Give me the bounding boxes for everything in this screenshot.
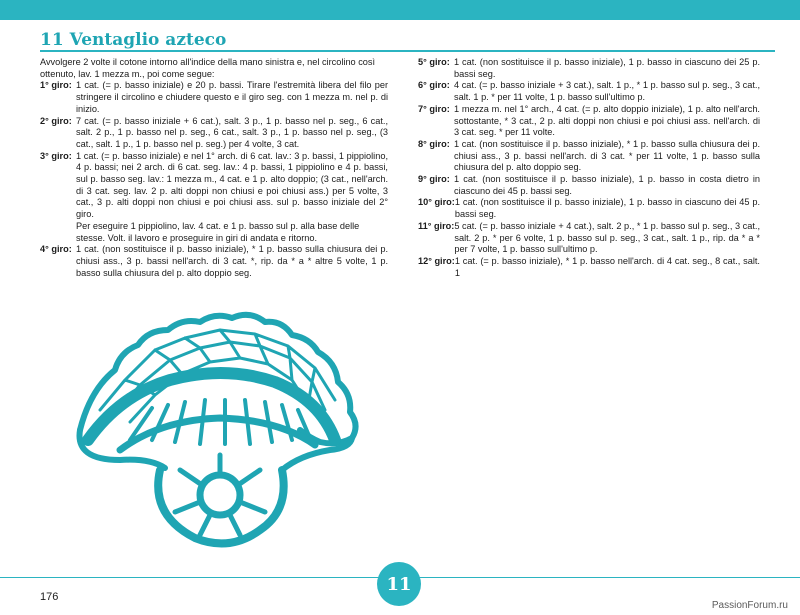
page-title: 11 Ventaglio azteco <box>40 30 227 50</box>
step-label: 7° giro: <box>418 103 450 114</box>
step-text: 1 cat. (non sostituisce il p. basso iniziale), * 1 p. basso sulla chiusura dei p. chiusi ass., 3 p. bassi nell'arch. di 3 cat. * per 11 volte, 1 p. basso sulla chiusura del p. alto doppio seg. <box>454 138 760 173</box>
step-label: 4° giro: <box>40 244 72 255</box>
step-text: 1 cat. (non sostituisce il p. basso iniziale), 1 p. basso in costa dietro in ciascuno dei 45 p. bassi seg. <box>454 174 760 196</box>
step-label: 11° giro: <box>418 220 455 231</box>
step-label: 1° giro: <box>40 80 72 91</box>
step-text: 1 cat. (non sostituisce il p. basso iniziale), 1 p. basso in ciascuno dei 25 p. bassi seg. <box>454 57 760 79</box>
intro-paragraph: Avvolgere 2 volte il cotone intorno all'indice della mano sinistra e, nel circolino così ottenuto, lav. 1 mezza m., poi come segue: <box>40 57 376 79</box>
instruction-step <box>418 80 760 103</box>
fan-lower-lobe <box>158 470 284 543</box>
fan-inner-spokes <box>130 400 310 444</box>
step-label: 3° giro: <box>40 150 72 161</box>
step-text: 7 cat. (= p. basso iniziale + 6 cat.), salt. 3 p., 1 p. basso nel p. seg., 6 cat., salt. 2 p., 1 p. basso nel p. seg., 6 cat., salt. 3 p., 1 p. basso nel p. seg., (3 cat., salt. 1 p., 1 p. basso nel p. seg.) per 4 volte, 3 cat. <box>76 115 388 149</box>
step-text: 1 cat. (non sostituisce il p. basso iniziale), 1 p. basso in ciascuno dei 45 p. bassi seg. <box>454 197 760 220</box>
instruction-step <box>418 174 760 197</box>
step-label: 5° giro: <box>418 57 450 67</box>
instruction-step <box>418 221 760 256</box>
instruction-step <box>40 116 388 151</box>
instruction-step <box>40 244 388 279</box>
chapter-number-badge: 11 <box>377 562 421 606</box>
step-text: 1 cat. (= p. basso iniziale) e nel 1° arch. di 6 cat. lav.: 3 p. bassi, 1 pippiolino, 4 p. bassi; nei 2 arch. di 6 cat. seg. lav.: 4 p. bassi, 1 pippiolino e 4 p. bassi, sul p. basso seg. lav.: 1 mezza m., 4 cat. e 1 p. alto doppio; (3 cat., nell'arch. di 3 cat. seg. lav. 2 p. alti doppi non chiusi e poi chiusi ass.) per 5 volte, 3 cat., 3 p. alti doppi non chiusi e poi chiusi ass. sul p. basso iniziale del 2° giro. <box>76 150 388 220</box>
instructions-right-column <box>418 57 760 279</box>
page-number: 176 <box>40 591 59 603</box>
step-label: 6° giro: <box>418 80 450 91</box>
instruction-step <box>40 151 388 221</box>
step-text: 4 cat. (= p. basso iniziale + 3 cat.), salt. 1 p., * 1 p. basso sul p. seg., 3 cat., salt. 1 p. * per 11 volte, 1 p. basso sull'ultimo p. <box>454 80 760 103</box>
instruction-step <box>418 197 760 220</box>
instruction-step <box>418 104 760 139</box>
step-label: 2° giro: <box>40 115 72 126</box>
instruction-step <box>418 256 760 279</box>
fan-outer-scallops <box>80 315 356 444</box>
instruction-step <box>40 80 388 115</box>
instruction-step <box>418 139 760 174</box>
watermark: PassionForum.ru <box>711 600 788 611</box>
step-text: 1 cat. (= p. basso iniziale), * 1 p. basso nell'arch. di 4 cat. seg., 8 cat., salt. 1 <box>454 255 760 278</box>
fan-center-ring <box>200 475 240 515</box>
pippiolino-note: Per eseguire 1 pippiolino, lav. 4 cat. e 1 p. basso sul p. alla base delle stesse. Volt. il lavoro e proseguire in giri di andata e ritorno. <box>76 220 360 243</box>
step-text: 1 cat. (= p. basso iniziale) e 20 p. bassi. Tirare l'estremità libera del filo per stringere il circolino e chiudere questo e il giro seg. con 1 mezza m. nel p. di inizio. <box>76 80 388 114</box>
step-label: 9° giro: <box>418 174 450 185</box>
fan-center-petals <box>175 455 265 535</box>
step-label: 10° giro: <box>418 197 455 208</box>
crochet-fan-motif-image <box>60 290 390 560</box>
top-accent-bar <box>0 0 800 20</box>
step-text: 5 cat. (= p. basso iniziale + 4 cat.), salt. 2 p., * 1 p. basso sul p. seg., 3 cat., salt. 2 p. * per 6 volte, 1 p. basso sul p. seg., 3 cat., salt. 1 p., rip. da * a * per 7 volte, 1 p. basso sull'ultimo p. <box>454 220 760 255</box>
title-divider <box>40 50 775 52</box>
step-text: 1 cat. (non sostituisce il p. basso iniziale), * 1 p. basso sulla chiusura dei p. chiusi ass., 3 p. bassi nell'arch. di 3 cat. *, rip. da * a * altre 5 volte, 1 p. basso sulla chiusura del p. alto doppio seg. <box>76 244 388 278</box>
instructions-left-column <box>40 57 388 279</box>
step-label: 8° giro: <box>418 138 450 149</box>
step-text: 1 mezza m. nel 1° arch., 4 cat. (= p. alto doppio iniziale), 1 p. alto nell'arch. sottostante, * 3 cat., 2 p. alti doppi non chiusi e poi chiusi ass. nell'arch. di 3 cat. seg. * per 11 volte. <box>454 103 760 138</box>
instruction-step <box>418 57 760 80</box>
step-label: 12° giro: <box>418 255 455 266</box>
